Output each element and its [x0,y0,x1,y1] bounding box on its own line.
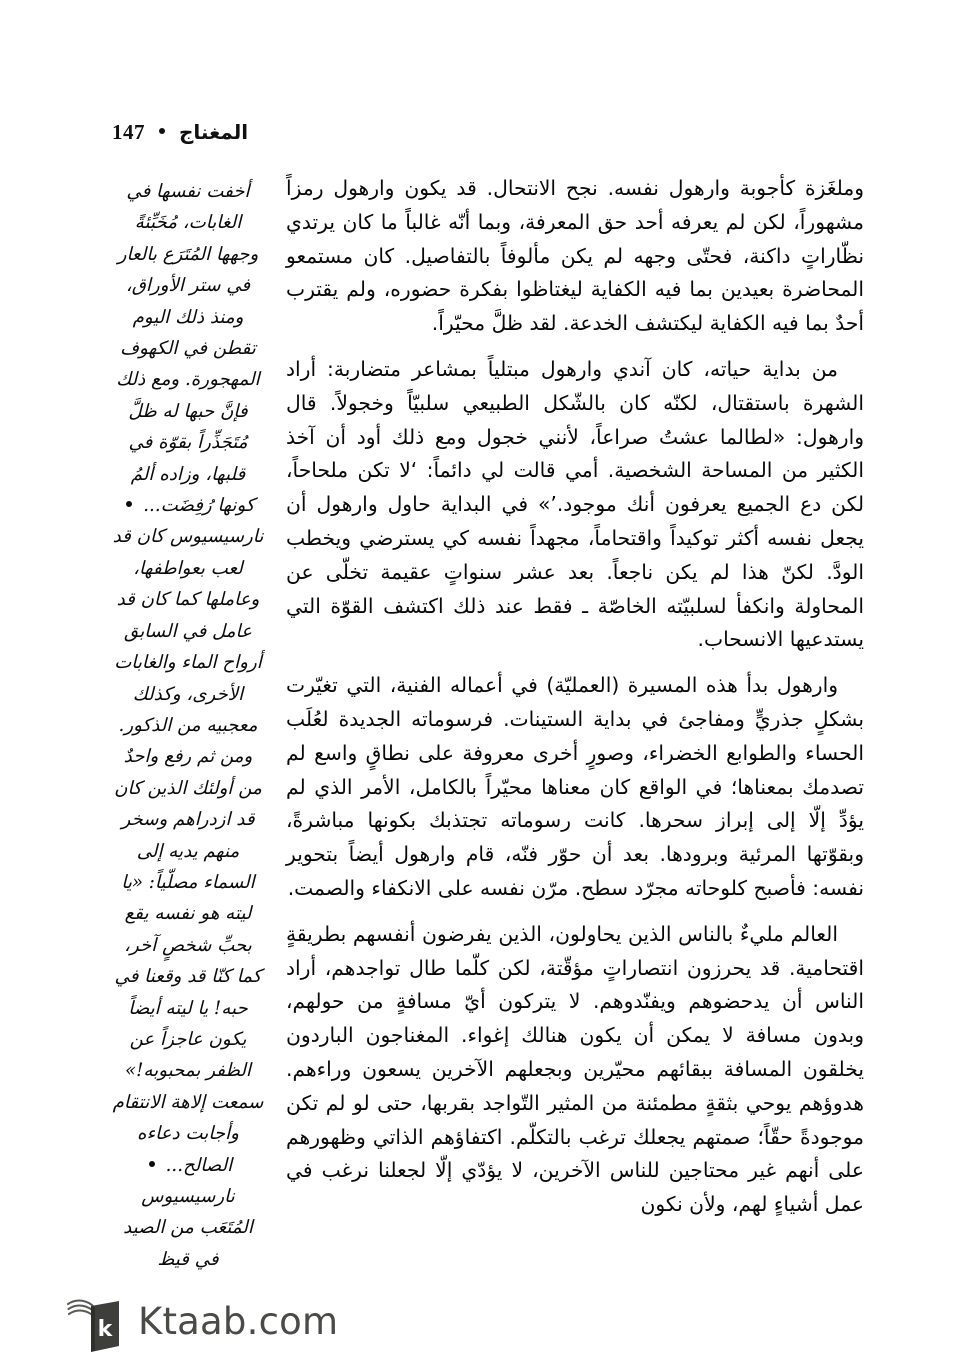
margin-note-segment-1: أخفت نفسها في الغابات، مُخَبِّئةً وجهها المُتَرَع بالعار في ستر الأوراق، ومنذ ذلك اليوم تقطن في الكهوف المهجورة. ومع ذلك فإنَّ حبها له ظلَّ مُتَجَذِّراً بقوّة في قلبها، وزاده ألمُ كونها رُفِضَت... [116,181,260,517]
body-paragraph: العالم مليءٌ بالناس الذين يحاولون، الذين يفرضون أنفسهم بطريقةٍ اقتحامية. قد يحرزون انتصاراتٍ مؤقّتة، لكن كلّما طال تواجدهم، أراد الناس أن يدحضوهم ويفنّدوهم. لا يتركون أيّ مسافةٍ من حولهم، وبدون مسافة لا يمكن أن يكون هنالك إغواء. المغناجون الباردون يخلقون المسافة ببقائهم محيّرين وبجعلهم الآخرين يسعون وراءهم. هدوؤهم يوحي بثقةٍ مطمئنة من المثير التّواجد بقربها، حتى لو لم تكن موجودةً حقّاً؛ صمتهم يجعلك ترغب بالتكلّم. اكتفاؤهم الذاتي وظهورهم على أنهم غير محتاجين للناس الآخرين، لا يؤدّي إلّا لجعلنا نرغب في عمل أشياءٍ لهم، ولأن نكون [286,921,864,1217]
margin-note-segment-2: نارسيسيوس كان قد لعب بعواطفها، وعاملها كما كان قد عامل في السابق أرواح الماء والغابات الأخرى، وكذلك معجبيه من الذكور. ومن ثم رفع واحدٌ من أولئك الذين كان قد ازدراهم وسخر منهم يديه إلى السماء مصلّياً: «يا ليته هو نفسه يقع بحبِّ شخصٍ آخر، كما كنّا قد وقعنا في حبه! يا ليته أيضاً يكون عاجزاً عن الظفر بمحبوبه!» سمعت إلاهة الانتقام وأجابت دعاءه الصالح... [112,526,264,1176]
margin-note-column [112,176,264,1275]
svg-text:k: k [97,1317,113,1342]
margin-note-segment-3: نارسيسيوس المُتَعَب من الصيد في قيظ [123,1186,253,1270]
body-paragraph: وملغَزة كأجوبة وارهول نفسه. نجح الانتحال. قد يكون وارهول رمزاً مشهوراً، لكن لم يعرفه أحد حق المعرفة، وبما أنّه غالباً ما كان يرتدي نظّاراتٍ داكنة، فحتّى وجهه لم يكن مألوفاً بالتفاصيل. كان مستمعو المحاضرة بعيدين بما فيه الكفاية ليغتاظوا بفكرة حضوره، ولم يقترب أحدٌ بما فيه الكفاية ليكتشف الخدعة. لقد ظلَّ محيّراً. [286,176,864,336]
watermark-brand-text: Ktaab.com [138,1299,339,1343]
page-number: 147 [112,120,145,144]
chapter-title: المغناج [179,120,249,144]
margin-note-bullet-1 [126,501,132,507]
body-paragraph: وارهول بدأ هذه المسيرة (العمليّة) في أعماله الفنية، التي تغيّرت بشكلٍ جذريٍّ ومفاجئ في بداية الستينات. فرسوماته الجديدة لعُلَب الحساء والطوابع الخضراء، وصورٍ أخرى معروفة على نطاقٍ واسع لم تصدمك بمعناها؛ في الواقع كان معناها محيّراً بالكامل، الأمر الذي لم يؤدِّ إلّا إلى إبراز سحرها. كانت رسوماته تجتذبك بكونها مباشرةً، وبقوّتها المرئية وبرودها. بعد أن حوّر فنّه، قام وارهول أيضاً بتحوير نفسه: فأصبح كلوحاته مجرّد سطح. مرّن نفسه على الانكفاء والصمت. [286,673,864,900]
main-text-column [286,172,864,1222]
margin-note-paragraph [112,176,264,1275]
margin-note-bullet-2 [149,1161,155,1167]
open-book-icon [64,1288,126,1354]
running-head [112,122,532,156]
body-paragraph: من بداية حياته، كان آندي وارهول مبتلياً بمشاعر متضاربة: أراد الشهرة باستقتال، لكنّه كان بالشّكل الطبيعي سلبيّاً وخجولاً. قال وارهول: «لطالما عشتُ صراعاً، لأنني خجول ومع ذلك أود أن آخذ الكثير من المساحة الشخصية. أمي قالت لي دائماً: ‘لا تكن ملحاحاً، لكن دع الجميع يعرفون أنك موجود.’» في البداية حاول وارهول أن يجعل نفسه أكثر توكيداً واقتحاماً، مجهداً نفسه كي يسترضي ويخطب الودَّ. لكنّ هذا لم يكن ناجعاً. بعد عشر سنواتٍ عقيمة تخلّى عن المحاولة وانكفأ لسلبيّته الخاصّة ـ فقط عند ذلك اكتشف القوّة التي يستدعيها الانسحاب. [286,356,864,652]
watermark [64,1288,338,1354]
page-columns [112,172,864,1270]
running-head-separator-dot [159,128,165,134]
